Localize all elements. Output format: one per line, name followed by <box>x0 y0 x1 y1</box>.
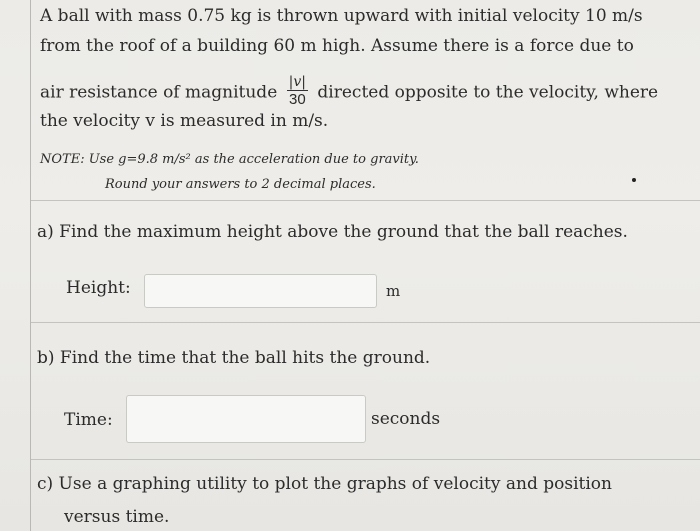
part-a-question: a) Find the maximum height above the ground that the ball reaches. <box>37 222 628 242</box>
time-label: Time: <box>64 410 113 430</box>
part-b-question: b) Find the time that the ball hits the ground. <box>37 348 431 368</box>
part-c-question-line-2: versus time. <box>64 507 170 527</box>
note-rounding: Round your answers to 2 decimal places. <box>105 177 376 192</box>
problem-line-2: from the roof of a building 60 m high. Assume there is a force due to <box>40 36 634 56</box>
part-c <box>30 459 700 531</box>
problem-line-4: the velocity v is measured in m/s. <box>40 111 329 131</box>
time-unit: seconds <box>371 409 441 429</box>
part-a <box>30 200 700 323</box>
note-gravity: NOTE: Use g=9.8 m/s² as the acceleration due to gravity. <box>40 152 419 167</box>
problem-line-3 <box>40 76 658 110</box>
height-input[interactable] <box>144 274 377 308</box>
air-resistance-fraction <box>287 74 308 108</box>
problem-line-3-before: air resistance of magnitude <box>40 82 278 103</box>
problem-line-1: A ball with mass 0.75 kg is thrown upward with initial velocity 10 m/s <box>40 6 643 26</box>
problem-line-3-after: directed opposite to the velocity, where <box>317 82 659 103</box>
problem-statement <box>30 0 700 201</box>
time-input[interactable] <box>126 395 366 443</box>
stray-dot <box>632 178 636 182</box>
part-b <box>30 322 700 460</box>
fraction-numerator: |v| <box>288 74 307 90</box>
height-unit: m <box>386 282 401 300</box>
fraction-denominator: 30 <box>289 91 306 108</box>
part-c-question-line-1: c) Use a graphing utility to plot the graphs of velocity and position <box>37 474 612 494</box>
height-label: Height: <box>66 278 131 298</box>
